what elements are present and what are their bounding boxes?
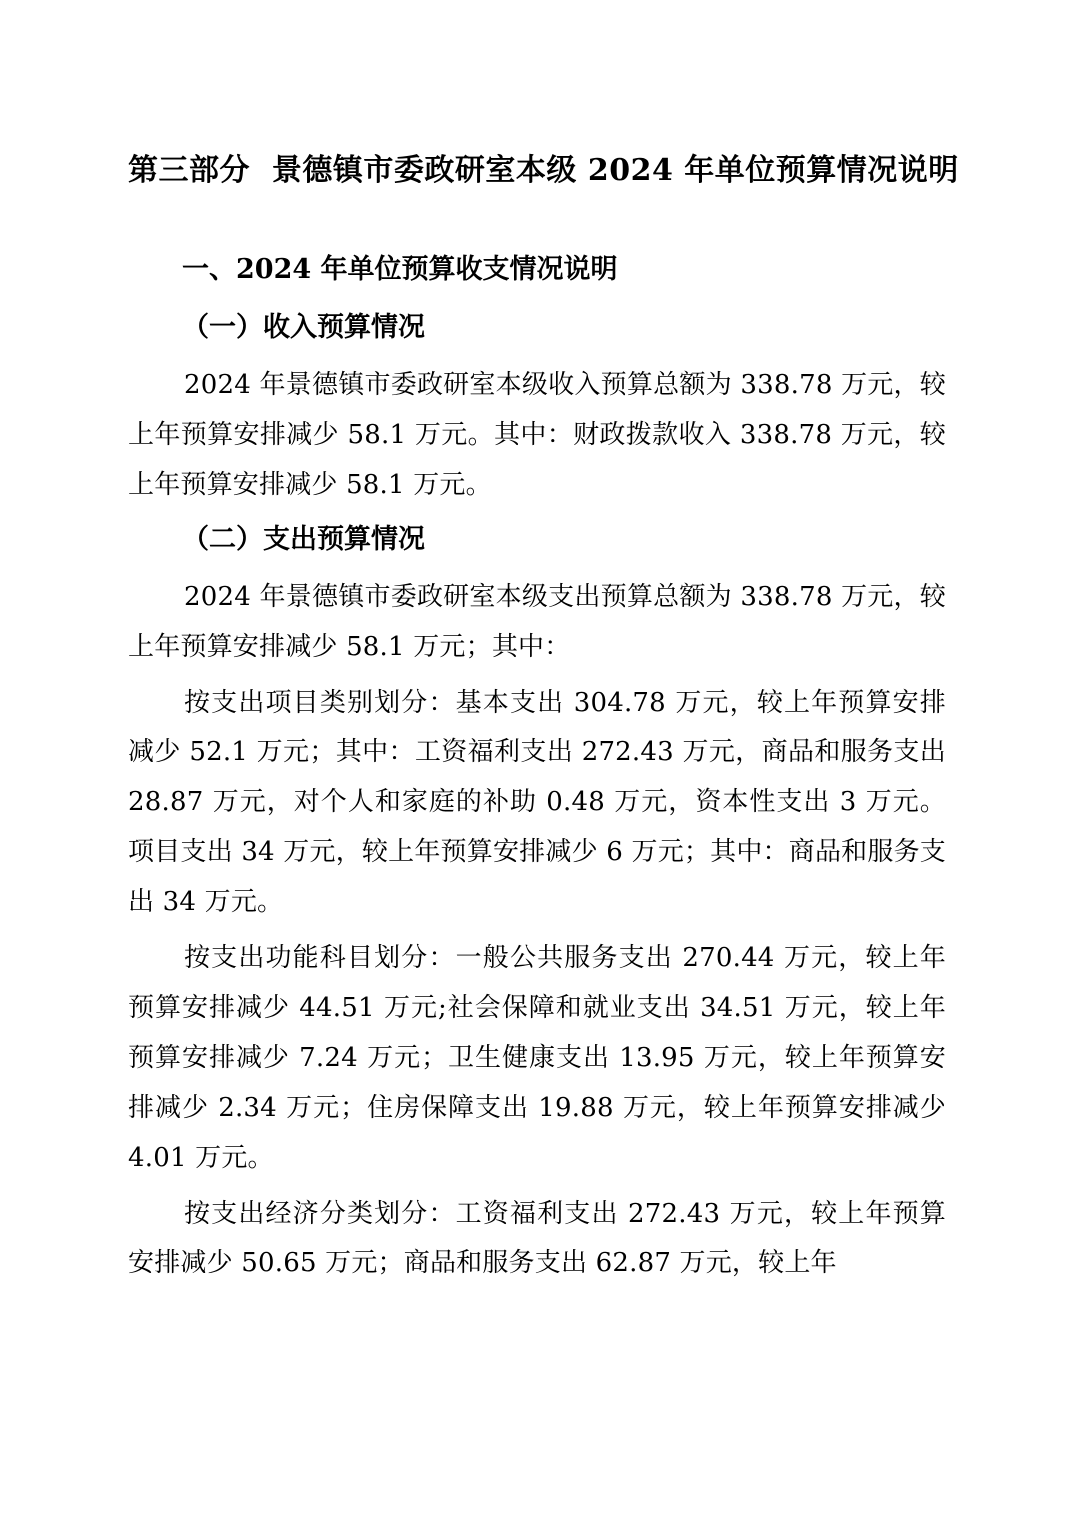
section-heading-1: 一、2024 年单位预算收支情况说明 <box>182 254 618 285</box>
paragraph-expenditure-3: 按支出功能科目划分：一般公共服务支出 270.44 万元，较上年预算安排减少 44.51 万元;社会保障和就业支出 34.51 万元，较上年预算安排减少 7.24 万元；卫生健康支出 13.95 万元，较上年预算安排减少 2.34 万元；住房保障支出 19.88 万元，较上年预算安排减少 4.01 万元。 <box>128 943 946 1173</box>
subsection-heading-income: （一）收入预算情况 <box>182 312 425 344</box>
subsection-heading-expenditure: （二）支出预算情况 <box>182 523 425 555</box>
page-title: 第三部分 景德镇市委政研室本级 2024 年单位预算情况说明 <box>128 153 959 188</box>
paragraph-expenditure-4: 按支出经济分类划分：工资福利支出 272.43 万元，较上年预算安排减少 50.65 万元；商品和服务支出 62.87 万元，较上年 <box>128 1198 946 1279</box>
paragraph-income-1: 2024 年景德镇市委政研室本级收入预算总额为 338.78 万元，较上年预算安排减少 58.1 万元。其中：财政拨款收入 338.78 万元，较上年预算安排减少 58.1 万元。 <box>128 370 946 500</box>
paragraph-expenditure-1: 2024 年景德镇市委政研室本级支出预算总额为 338.78 万元，较上年预算安排减少 58.1 万元；其中： <box>128 581 946 662</box>
paragraph-expenditure-2: 按支出项目类别划分：基本支出 304.78 万元，较上年预算安排减少 52.1 万元；其中：工资福利支出 272.43 万元，商品和服务支出 28.87 万元，对个人和家庭的补助 0.48 万元，资本性支出 3 万元。项目支出 34 万元，较上年预算安排减少 6 万元；其中：商品和服务支出 34 万元。 <box>128 687 946 918</box>
